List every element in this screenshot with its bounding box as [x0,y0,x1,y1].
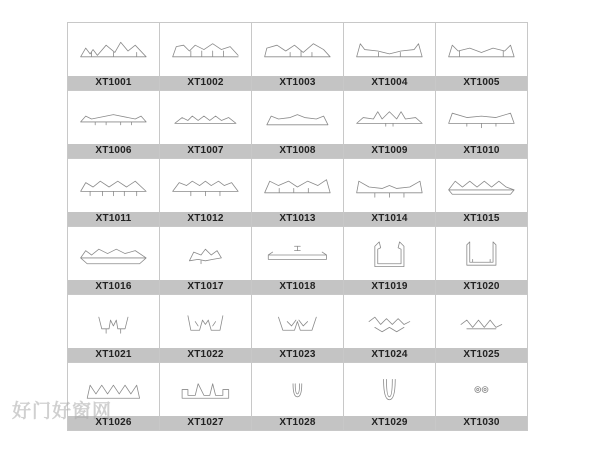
profile-drawing-icon [436,91,527,144]
product-code-label: XT1020 [436,280,527,294]
product-code-label: XT1028 [252,416,343,430]
product-cell-xt1019 [344,227,436,295]
product-code-label: XT1027 [160,416,251,430]
profile-drawing-icon [344,363,435,416]
profile-drawing-icon [344,227,435,280]
product-cell-xt1006 [68,91,160,159]
product-cell-xt1029 [344,363,436,431]
profile-drawing-icon [436,23,527,76]
product-code-label: XT1015 [436,212,527,226]
product-cell-xt1030 [436,363,528,431]
profile-drawing-icon [68,227,159,280]
product-cell-xt1018 [252,227,344,295]
profile-drawing-icon [160,295,251,348]
profile-drawing-icon [68,23,159,76]
profile-drawing-icon [344,159,435,212]
product-cell-xt1011 [68,159,160,227]
profile-drawing-icon [160,227,251,280]
product-cell-xt1024 [344,295,436,363]
profile-drawing-icon [160,159,251,212]
profile-drawing-icon [68,295,159,348]
profile-drawing-icon [436,159,527,212]
product-cell-xt1017 [160,227,252,295]
profile-drawing-icon [344,295,435,348]
product-code-label: XT1010 [436,144,527,158]
product-code-label: XT1009 [344,144,435,158]
product-code-label: XT1004 [344,76,435,90]
product-code-label: XT1008 [252,144,343,158]
profile-drawing-icon [252,295,343,348]
product-cell-xt1001 [68,23,160,91]
profile-drawing-icon [436,227,527,280]
product-code-label: XT1013 [252,212,343,226]
product-cell-xt1014 [344,159,436,227]
profile-drawing-icon [252,159,343,212]
product-cell-xt1003 [252,23,344,91]
product-cell-xt1020 [436,227,528,295]
product-cell-xt1023 [252,295,344,363]
profile-drawing-icon [160,23,251,76]
product-code-label: XT1006 [68,144,159,158]
product-code-label: XT1022 [160,348,251,362]
profile-drawing-icon [160,363,251,416]
product-code-label: XT1021 [68,348,159,362]
product-catalog-grid [67,22,528,431]
product-code-label: XT1017 [160,280,251,294]
product-cell-xt1004 [344,23,436,91]
product-code-label: XT1001 [68,76,159,90]
product-cell-xt1022 [160,295,252,363]
product-cell-xt1007 [160,91,252,159]
profile-drawing-icon [160,91,251,144]
product-code-label: XT1003 [252,76,343,90]
product-code-label: XT1029 [344,416,435,430]
profile-drawing-icon [68,159,159,212]
product-code-label: XT1016 [68,280,159,294]
product-cell-xt1016 [68,227,160,295]
product-cell-xt1009 [344,91,436,159]
profile-drawing-icon [252,91,343,144]
profile-drawing-icon [436,363,527,416]
product-code-label: XT1002 [160,76,251,90]
product-cell-xt1008 [252,91,344,159]
watermark: 好门好窗网 [12,400,113,422]
product-code-label: XT1025 [436,348,527,362]
profile-drawing-icon [252,363,343,416]
product-code-label: XT1012 [160,212,251,226]
product-code-label: XT1030 [436,416,527,430]
product-cell-xt1021 [68,295,160,363]
profile-drawing-icon [436,295,527,348]
product-code-label: XT1019 [344,280,435,294]
product-cell-xt1025 [436,295,528,363]
product-code-label: XT1007 [160,144,251,158]
product-code-label: XT1023 [252,348,343,362]
profile-drawing-icon [344,91,435,144]
product-code-label: XT1026 [68,416,159,430]
product-cell-xt1028 [252,363,344,431]
profile-drawing-icon [68,91,159,144]
product-code-label: XT1005 [436,76,527,90]
product-cell-xt1005 [436,23,528,91]
product-code-label: XT1024 [344,348,435,362]
product-code-label: XT1018 [252,280,343,294]
product-cell-xt1013 [252,159,344,227]
product-code-label: XT1014 [344,212,435,226]
profile-drawing-icon [252,23,343,76]
product-cell-xt1012 [160,159,252,227]
product-cell-xt1027 [160,363,252,431]
product-code-label: XT1011 [68,212,159,226]
profile-drawing-icon [344,23,435,76]
product-cell-xt1015 [436,159,528,227]
product-cell-xt1002 [160,23,252,91]
product-cell-xt1010 [436,91,528,159]
profile-drawing-icon [252,227,343,280]
